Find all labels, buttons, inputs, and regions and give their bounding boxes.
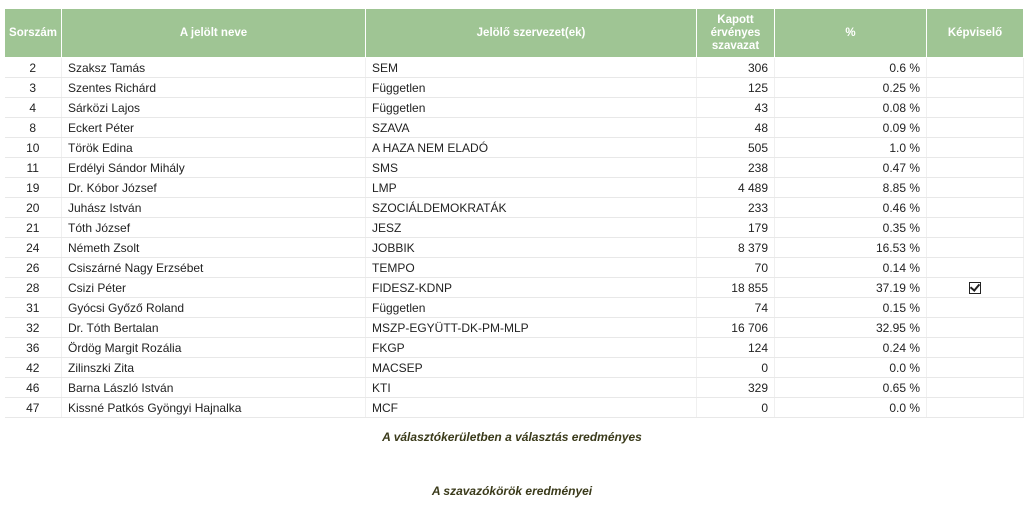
vote-percent: 0.24 % (775, 338, 927, 358)
nominating-org: Független (366, 78, 697, 98)
row-number: 20 (5, 198, 62, 218)
candidate-name: Tóth József (62, 218, 366, 238)
row-number: 46 (5, 378, 62, 398)
nominating-org: MACSEP (366, 358, 697, 378)
valid-votes: 4 489 (697, 178, 775, 198)
table-row (5, 58, 1024, 78)
representative-cell (927, 58, 1024, 78)
row-number: 19 (5, 178, 62, 198)
vote-percent: 0.14 % (775, 258, 927, 278)
vote-percent: 0.08 % (775, 98, 927, 118)
header-number: Sorszám (5, 9, 62, 58)
nominating-org: Független (366, 98, 697, 118)
representative-cell (927, 78, 1024, 98)
table-row (5, 338, 1024, 358)
candidate-name: Zilinszki Zita (62, 358, 366, 378)
vote-percent: 0.0 % (775, 398, 927, 418)
candidate-name: Kissné Patkós Gyöngyi Hajnalka (62, 398, 366, 418)
candidates-results-table (4, 8, 1024, 418)
representative-cell (927, 278, 1024, 298)
vote-percent: 32.95 % (775, 318, 927, 338)
candidate-name: Török Edina (62, 138, 366, 158)
row-number: 8 (5, 118, 62, 138)
vote-percent: 1.0 % (775, 138, 927, 158)
nominating-org: JESZ (366, 218, 697, 238)
row-number: 31 (5, 298, 62, 318)
row-number: 32 (5, 318, 62, 338)
representative-cell (927, 358, 1024, 378)
representative-cell (927, 198, 1024, 218)
vote-percent: 0.15 % (775, 298, 927, 318)
candidate-name: Barna László István (62, 378, 366, 398)
candidate-name: Sárközi Lajos (62, 98, 366, 118)
header-org: Jelölő szervezet(ek) (366, 9, 697, 58)
header-votes (697, 9, 775, 58)
table-row (5, 398, 1024, 418)
nominating-org: FIDESZ-KDNP (366, 278, 697, 298)
vote-percent: 0.6 % (775, 58, 927, 78)
checkbox-checked-icon (969, 282, 981, 294)
representative-cell (927, 258, 1024, 278)
valid-votes: 0 (697, 398, 775, 418)
representative-cell (927, 158, 1024, 178)
vote-percent: 0.46 % (775, 198, 927, 218)
valid-votes: 16 706 (697, 318, 775, 338)
table-row (5, 238, 1024, 258)
candidate-name: Szaksz Tamás (62, 58, 366, 78)
valid-votes: 233 (697, 198, 775, 218)
valid-votes: 48 (697, 118, 775, 138)
vote-percent: 0.0 % (775, 358, 927, 378)
row-number: 47 (5, 398, 62, 418)
vote-percent: 0.47 % (775, 158, 927, 178)
header-votes-line1: Kapott (717, 13, 754, 26)
nominating-org: KTI (366, 378, 697, 398)
valid-votes: 505 (697, 138, 775, 158)
header-percent: % (775, 9, 927, 58)
candidate-name: Juhász István (62, 198, 366, 218)
header-representative: Képviselő (927, 9, 1024, 58)
table-row (5, 318, 1024, 338)
candidate-name: Csiszárné Nagy Erzsébet (62, 258, 366, 278)
precinct-results-heading: A szavazókörök eredményei (431, 484, 593, 498)
nominating-org: LMP (366, 178, 697, 198)
representative-cell (927, 118, 1024, 138)
representative-cell (927, 98, 1024, 118)
row-number: 2 (5, 58, 62, 78)
candidate-name: Erdélyi Sándor Mihály (62, 158, 366, 178)
valid-votes: 306 (697, 58, 775, 78)
nominating-org: TEMPO (366, 258, 697, 278)
vote-percent: 8.85 % (775, 178, 927, 198)
vote-percent: 16.53 % (775, 238, 927, 258)
table-row (5, 138, 1024, 158)
row-number: 11 (5, 158, 62, 178)
row-number: 42 (5, 358, 62, 378)
results-table-wrapper (4, 8, 1023, 418)
valid-votes: 238 (697, 158, 775, 178)
nominating-org: Független (366, 298, 697, 318)
row-number: 3 (5, 78, 62, 98)
representative-cell (927, 138, 1024, 158)
candidate-name: Eckert Péter (62, 118, 366, 138)
table-row (5, 378, 1024, 398)
nominating-org: JOBBIK (366, 238, 697, 258)
representative-cell (927, 178, 1024, 198)
candidate-name: Németh Zsolt (62, 238, 366, 258)
valid-votes: 74 (697, 298, 775, 318)
row-number: 36 (5, 338, 62, 358)
vote-percent: 0.09 % (775, 118, 927, 138)
valid-votes: 18 855 (697, 278, 775, 298)
header-name: A jelölt neve (62, 9, 366, 58)
row-number: 21 (5, 218, 62, 238)
candidate-name: Szentes Richárd (62, 78, 366, 98)
table-header-row (5, 9, 1024, 58)
vote-percent: 0.35 % (775, 218, 927, 238)
representative-cell (927, 318, 1024, 338)
valid-votes: 70 (697, 258, 775, 278)
nominating-org: MSZP-EGYÜTT-DK-PM-MLP (366, 318, 697, 338)
row-number: 10 (5, 138, 62, 158)
vote-percent: 0.65 % (775, 378, 927, 398)
candidate-name: Csizi Péter (62, 278, 366, 298)
row-number: 26 (5, 258, 62, 278)
vote-percent: 0.25 % (775, 78, 927, 98)
valid-votes: 0 (697, 358, 775, 378)
table-row (5, 118, 1024, 138)
nominating-org: MCF (366, 398, 697, 418)
header-votes-line2: érvényes (710, 26, 761, 39)
nominating-org: SMS (366, 158, 697, 178)
representative-cell (927, 298, 1024, 318)
representative-cell (927, 218, 1024, 238)
table-row (5, 158, 1024, 178)
candidate-name: Ördög Margit Rozália (62, 338, 366, 358)
table-row (5, 98, 1024, 118)
valid-votes: 124 (697, 338, 775, 358)
nominating-org: SZOCIÁLDEMOKRATÁK (366, 198, 697, 218)
vote-percent: 37.19 % (775, 278, 927, 298)
valid-votes: 43 (697, 98, 775, 118)
table-body (5, 58, 1024, 418)
row-number: 4 (5, 98, 62, 118)
table-row (5, 78, 1024, 98)
district-result-heading: A választókerületben a választás eredményes (382, 430, 642, 444)
representative-cell (927, 398, 1024, 418)
table-row (5, 358, 1024, 378)
candidate-name: Dr. Tóth Bertalan (62, 318, 366, 338)
representative-cell (927, 238, 1024, 258)
table-row (5, 218, 1024, 238)
table-row (5, 278, 1024, 298)
valid-votes: 8 379 (697, 238, 775, 258)
nominating-org: FKGP (366, 338, 697, 358)
header-votes-line3: szavazat (711, 39, 760, 52)
representative-cell (927, 338, 1024, 358)
row-number: 24 (5, 238, 62, 258)
representative-cell (927, 378, 1024, 398)
candidate-name: Dr. Kóbor József (62, 178, 366, 198)
nominating-org: SEM (366, 58, 697, 78)
valid-votes: 329 (697, 378, 775, 398)
nominating-org: A HAZA NEM ELADÓ (366, 138, 697, 158)
table-row (5, 258, 1024, 278)
table-row (5, 178, 1024, 198)
table-row (5, 198, 1024, 218)
table-row (5, 298, 1024, 318)
nominating-org: SZAVA (366, 118, 697, 138)
row-number: 28 (5, 278, 62, 298)
candidate-name: Gyócsi Győző Roland (62, 298, 366, 318)
valid-votes: 179 (697, 218, 775, 238)
valid-votes: 125 (697, 78, 775, 98)
